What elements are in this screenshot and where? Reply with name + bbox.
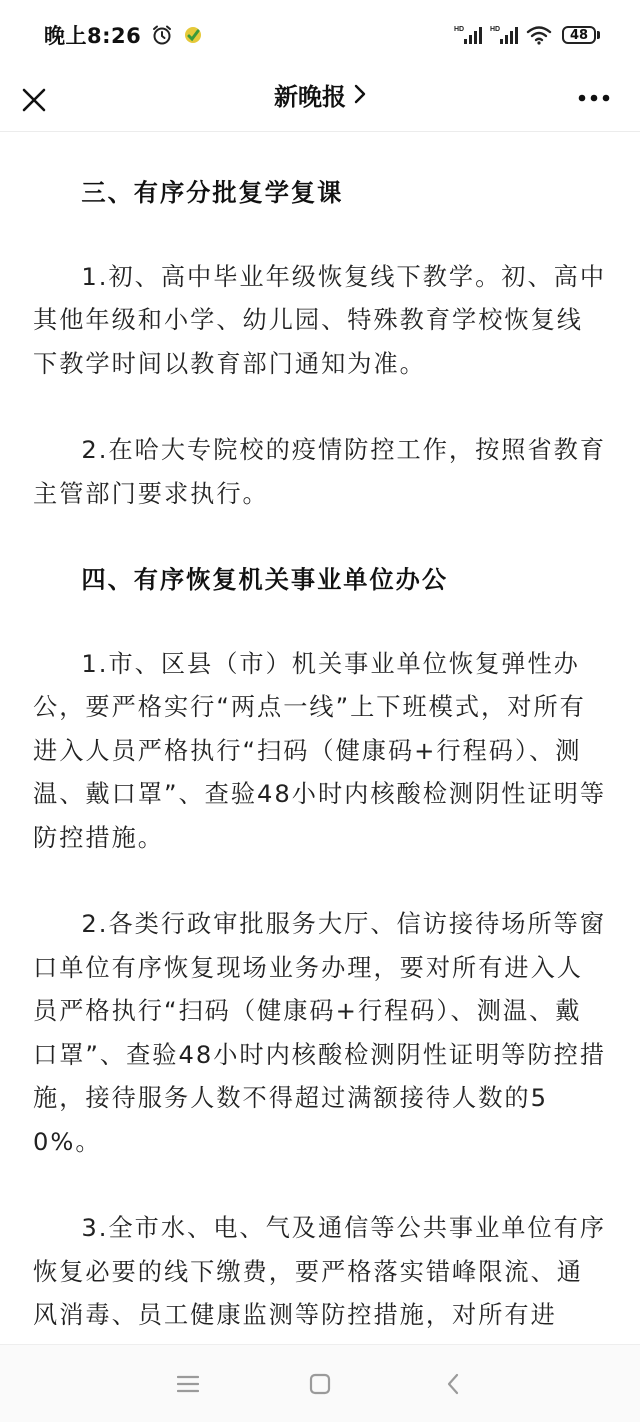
status-time: 晚上8:26 <box>44 24 142 48</box>
status-left <box>44 20 203 50</box>
menu-button[interactable] <box>173 1369 203 1399</box>
hd-signal-icon <box>454 24 482 46</box>
more-button[interactable] <box>574 78 614 118</box>
chevron-right-icon <box>354 84 366 104</box>
menu-icon <box>177 1375 199 1393</box>
status-bar <box>0 0 640 70</box>
page-title: 新晚报 <box>274 82 346 111</box>
system-nav-bar <box>0 1344 640 1422</box>
paragraph: 3.全市水、电、气及通信等公共事业单位有序恢复必要的线下缴费，要严格落实错峰限流、通风消毒、员工健康监测等防控措施，对所有进 <box>33 1214 607 1329</box>
account-title-link[interactable] <box>0 70 640 118</box>
home-icon <box>309 1373 331 1395</box>
back-icon <box>446 1373 460 1395</box>
svg-text:HD: HD <box>454 26 465 33</box>
nav-bar <box>0 70 640 132</box>
paragraph: 1.市、区县（市）机关事业单位恢复弹性办公，要严格实行“两点一线”上下班模式，对所有进入人员严格执行“扫码（健康码+行程码）、测温、戴口罩”、查验48小时内核酸检测阴性证明等防控措施。 <box>33 649 607 852</box>
app-dot-icon <box>183 25 203 45</box>
svg-text:HD: HD <box>490 26 501 33</box>
wifi-icon <box>526 25 552 45</box>
status-right <box>446 24 600 46</box>
battery-level: 48 <box>562 26 596 44</box>
article-body[interactable] <box>0 132 640 1344</box>
battery-icon <box>562 26 600 44</box>
paragraph: 1.初、高中毕业年级恢复线下教学。初、高中其他年级和小学、幼儿园、特殊教育学校恢复线下教学时间以教育部门通知为准。 <box>33 262 607 378</box>
alarm-icon <box>151 24 173 46</box>
section-heading: 四、有序恢复机关事业单位办公 <box>81 566 449 594</box>
paragraph: 2.在哈大专院校的疫情防控工作，按照省教育主管部门要求执行。 <box>33 436 607 508</box>
home-button[interactable] <box>305 1369 335 1399</box>
back-button[interactable] <box>438 1369 468 1399</box>
hd-signal-icon <box>490 24 518 46</box>
battery-tip <box>597 31 600 39</box>
paragraph: 2.各类行政审批服务大厅、信访接待场所等窗口单位有序恢复现场业务办理，要对所有进入人员严格执行“扫码（健康码+行程码）、测温、戴口罩”、查验48小时内核酸检测阴性证明等防控措施，接待服务人数不得超过满额接待人数的50%。 <box>33 910 607 1156</box>
section-heading: 三、有序分批复学复课 <box>81 179 344 207</box>
more-icon <box>578 94 610 102</box>
